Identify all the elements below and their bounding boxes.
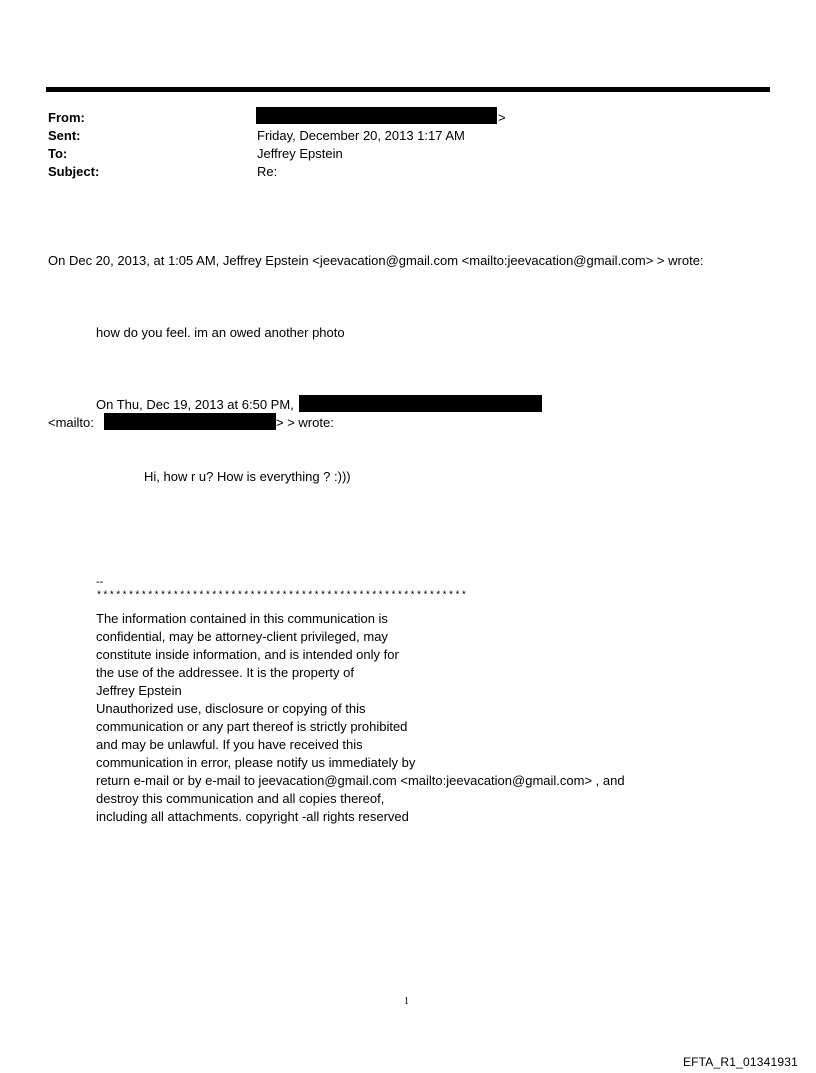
reply-text: how do you feel. im an owed another photo: [96, 325, 345, 340]
signature-dashes: --: [96, 576, 104, 588]
mailto-redaction: [104, 413, 276, 430]
sender-redaction: [299, 395, 542, 412]
nested-intro: On Thu, Dec 19, 2013 at 6:50 PM,: [96, 397, 294, 412]
mailto-suffix: > > wrote:: [276, 415, 334, 430]
page-number: 1: [404, 996, 409, 1007]
from-label: From:: [48, 110, 85, 125]
disclaimer-line: The information contained in this communication is: [96, 611, 388, 626]
disclaimer-line: and may be unlawful. If you have received this: [96, 737, 363, 752]
disclaimer-line: return e-mail or by e-mail to jeevacation@gmail.com <mailto:jeevacation@gmail.com> , and: [96, 773, 625, 788]
document-id: EFTA_R1_01341931: [682, 1055, 798, 1069]
to-value: Jeffrey Epstein: [257, 146, 343, 161]
mailto-prefix: <mailto:: [48, 415, 94, 430]
sent-label: Sent:: [48, 128, 81, 143]
disclaimer-line: destroy this communication and all copies thereof,: [96, 791, 385, 806]
from-suffix: >: [498, 110, 506, 125]
sent-value: Friday, December 20, 2013 1:17 AM: [257, 128, 465, 143]
to-label: To:: [48, 146, 68, 161]
disclaimer-line: communication or any part thereof is strictly prohibited: [96, 719, 408, 734]
disclaimer-line: including all attachments. copyright -all rights reserved: [96, 809, 409, 824]
nested-message: Hi, how r u? How is everything ? :))): [144, 469, 351, 484]
disclaimer-line: communication in error, please notify us immediately by: [96, 755, 416, 770]
header-rule: [46, 87, 770, 92]
disclaimer-line: Jeffrey Epstein: [96, 683, 182, 698]
disclaimer-line: constitute inside information, and is intended only for: [96, 647, 399, 662]
disclaimer-line: the use of the addressee. It is the property of: [96, 665, 354, 680]
disclaimer-line: Unauthorized use, disclosure or copying of this: [96, 701, 366, 716]
quote-intro: On Dec 20, 2013, at 1:05 AM, Jeffrey Epstein <jeevacation@gmail.com <mailto:jeevacation@gmail.com> > wrote:: [48, 253, 704, 268]
disclaimer: [96, 610, 625, 826]
subject-value: Re:: [257, 164, 278, 179]
disclaimer-line: confidential, may be attorney-client privileged, may: [96, 629, 388, 644]
subject-label: Subject:: [48, 164, 100, 179]
from-redaction: [256, 107, 497, 124]
separator-stars: **********************************************************: [96, 591, 468, 602]
